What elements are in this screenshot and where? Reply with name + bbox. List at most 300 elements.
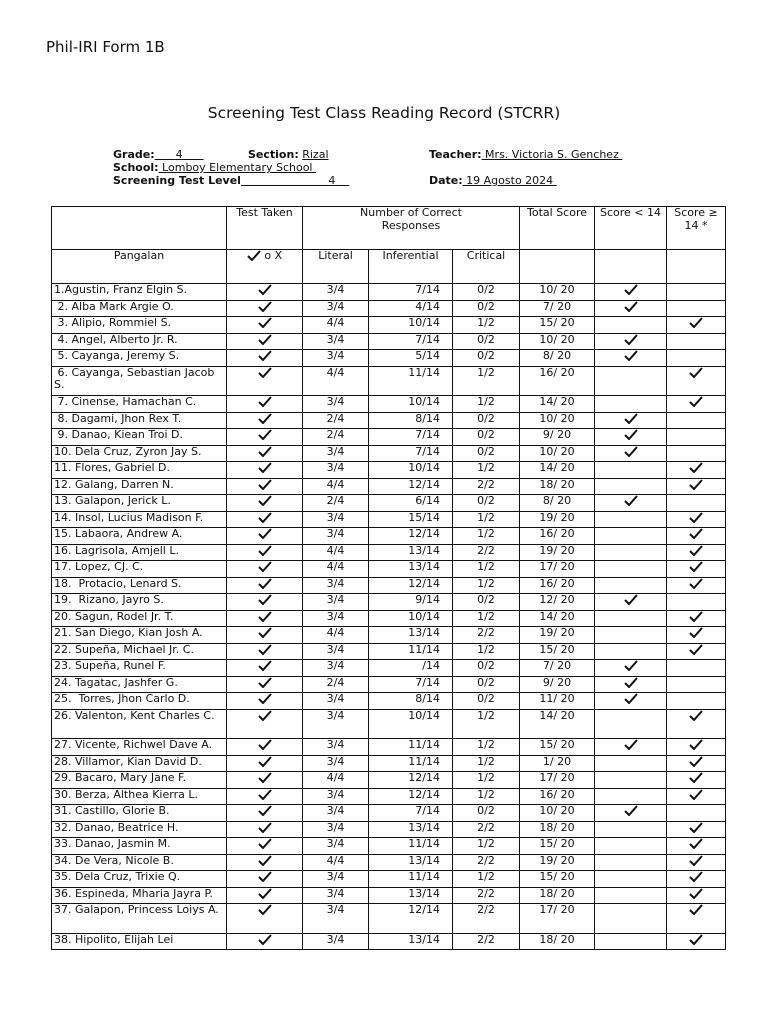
check-mark-icon [258, 462, 272, 473]
score-lt-14-cell [595, 693, 667, 710]
inferential-score: 11/14 [369, 366, 453, 396]
test-taken-cell [227, 511, 303, 528]
inferential-score: 8/14 [369, 412, 453, 429]
check-mark-icon [258, 710, 272, 721]
check-mark-icon [689, 822, 703, 833]
total-score: 12/ 20 [520, 594, 595, 611]
check-mark-icon [258, 413, 272, 424]
student-name: 10. Dela Cruz, Zyron Jay S. [52, 445, 227, 462]
table-row [52, 838, 726, 855]
score-lt-14-cell [595, 594, 667, 611]
table-row [52, 284, 726, 301]
score-ge-14-cell [667, 772, 726, 789]
total-score: 16/ 20 [520, 528, 595, 545]
student-name: 18. Protacio, Lenard S. [52, 577, 227, 594]
table-row [52, 495, 726, 512]
test-taken-cell [227, 693, 303, 710]
score-ge-14-cell [667, 396, 726, 413]
inferential-score: 7/14 [369, 805, 453, 822]
critical-score: 1/2 [453, 755, 520, 772]
header-correct-responses: Number of Correct Responses [303, 207, 520, 250]
test-taken-cell [227, 643, 303, 660]
score-lt-14-cell [595, 610, 667, 627]
student-name: 15. Labaora, Andrew A. [52, 528, 227, 545]
check-mark-icon [258, 822, 272, 833]
table-row [52, 854, 726, 871]
total-score: 15/ 20 [520, 643, 595, 660]
test-taken-cell [227, 772, 303, 789]
test-taken-cell [227, 821, 303, 838]
check-or-x-label: o X [264, 249, 283, 262]
check-mark-icon [258, 888, 272, 899]
student-name: 36. Espineda, Mharia Jayra P. [52, 887, 227, 904]
test-taken-cell [227, 317, 303, 334]
critical-score: 0/2 [453, 693, 520, 710]
critical-score: 0/2 [453, 350, 520, 367]
score-ge-14-cell [667, 478, 726, 495]
student-name: 38. Hipolito, Elijah Lei [52, 933, 227, 950]
total-score: 11/ 20 [520, 693, 595, 710]
table-row [52, 676, 726, 693]
total-score: 7/ 20 [520, 300, 595, 317]
critical-score: 1/2 [453, 366, 520, 396]
student-name: 24. Tagatac, Jashfer G. [52, 676, 227, 693]
total-score: 17/ 20 [520, 772, 595, 789]
check-mark-icon [258, 396, 272, 407]
date-value: 19 Agosto 2024 [462, 174, 557, 187]
table-row [52, 709, 726, 739]
score-lt-14-cell [595, 561, 667, 578]
test-taken-cell [227, 854, 303, 871]
student-name: 17. Lopez, CJ. C. [52, 561, 227, 578]
score-ge-14-cell [667, 739, 726, 756]
inferential-score: 11/14 [369, 643, 453, 660]
check-mark-icon [624, 350, 638, 361]
score-lt-14-cell [595, 805, 667, 822]
test-taken-cell [227, 933, 303, 950]
literal-score: 4/4 [303, 317, 369, 334]
inferential-score: 10/14 [369, 610, 453, 627]
student-name: 11. Flores, Gabriel D. [52, 462, 227, 479]
total-score: 10/ 20 [520, 284, 595, 301]
test-taken-cell [227, 429, 303, 446]
literal-score: 3/4 [303, 284, 369, 301]
school-value: Lomboy Elementary School [158, 161, 316, 174]
student-name: 16. Lagrisola, Amjell L. [52, 544, 227, 561]
score-lt-14-cell [595, 462, 667, 479]
check-mark-icon [689, 611, 703, 622]
check-mark-icon [624, 805, 638, 816]
table-row [52, 904, 726, 934]
header-blank [52, 207, 227, 250]
check-mark-icon [624, 446, 638, 457]
literal-score: 3/4 [303, 838, 369, 855]
inferential-score: 10/14 [369, 709, 453, 739]
check-mark-icon [258, 611, 272, 622]
total-score: 8/ 20 [520, 495, 595, 512]
critical-score: 0/2 [453, 445, 520, 462]
score-lt-14-cell [595, 511, 667, 528]
inferential-score: /14 [369, 660, 453, 677]
critical-score: 1/2 [453, 462, 520, 479]
critical-score: 0/2 [453, 676, 520, 693]
total-score: 19/ 20 [520, 627, 595, 644]
total-score: 8/ 20 [520, 350, 595, 367]
total-score: 14/ 20 [520, 709, 595, 739]
test-taken-cell [227, 544, 303, 561]
literal-score: 2/4 [303, 495, 369, 512]
check-mark-icon [689, 888, 703, 899]
literal-score: 3/4 [303, 709, 369, 739]
literal-score: 3/4 [303, 904, 369, 934]
critical-score: 2/2 [453, 933, 520, 950]
test-taken-cell [227, 478, 303, 495]
literal-score: 3/4 [303, 396, 369, 413]
literal-score: 3/4 [303, 821, 369, 838]
student-name: 20. Sagun, Rodel Jr. T. [52, 610, 227, 627]
section-value: Rizal [302, 148, 329, 161]
test-taken-cell [227, 709, 303, 739]
score-ge-14-cell [667, 412, 726, 429]
score-ge-14-cell [667, 933, 726, 950]
inferential-score: 13/14 [369, 561, 453, 578]
test-taken-cell [227, 561, 303, 578]
inferential-score: 7/14 [369, 676, 453, 693]
table-row [52, 396, 726, 413]
total-score: 14/ 20 [520, 396, 595, 413]
reading-record-table [51, 206, 726, 950]
inferential-score: 7/14 [369, 333, 453, 350]
score-lt-14-cell [595, 300, 667, 317]
inferential-score: 12/14 [369, 528, 453, 545]
test-taken-cell [227, 462, 303, 479]
literal-score: 3/4 [303, 933, 369, 950]
score-ge-14-cell [667, 788, 726, 805]
total-score: 15/ 20 [520, 317, 595, 334]
literal-score: 3/4 [303, 350, 369, 367]
test-taken-cell [227, 887, 303, 904]
critical-score: 0/2 [453, 660, 520, 677]
inferential-score: 10/14 [369, 396, 453, 413]
score-ge-14-cell [667, 821, 726, 838]
inferential-score: 13/14 [369, 933, 453, 950]
score-lt-14-cell [595, 871, 667, 888]
score-lt-14-cell [595, 333, 667, 350]
check-mark-icon [624, 284, 638, 295]
check-mark-icon [258, 660, 272, 671]
check-mark-icon [258, 495, 272, 506]
critical-score: 2/2 [453, 627, 520, 644]
score-ge-14-cell [667, 495, 726, 512]
check-mark-icon [689, 317, 703, 328]
test-taken-cell [227, 412, 303, 429]
table-row [52, 462, 726, 479]
total-score: 15/ 20 [520, 838, 595, 855]
total-score: 10/ 20 [520, 412, 595, 429]
table-row [52, 478, 726, 495]
check-mark-icon [689, 462, 703, 473]
school-field [113, 161, 316, 174]
literal-score: 2/4 [303, 676, 369, 693]
score-lt-14-cell [595, 627, 667, 644]
inferential-score: 11/14 [369, 739, 453, 756]
check-mark-icon [624, 693, 638, 704]
student-name: 30. Berza, Althea Kierra L. [52, 788, 227, 805]
check-mark-icon [258, 512, 272, 523]
score-lt-14-cell [595, 429, 667, 446]
score-ge-14-cell [667, 871, 726, 888]
test-taken-cell [227, 495, 303, 512]
inferential-score: 13/14 [369, 821, 453, 838]
score-ge-14-cell [667, 366, 726, 396]
inferential-score: 10/14 [369, 462, 453, 479]
inferential-score: 13/14 [369, 887, 453, 904]
critical-score: 1/2 [453, 561, 520, 578]
score-ge-14-cell [667, 300, 726, 317]
level-value: 4 [328, 174, 336, 187]
critical-score: 1/2 [453, 396, 520, 413]
total-score: 19/ 20 [520, 854, 595, 871]
test-taken-cell [227, 627, 303, 644]
literal-score: 3/4 [303, 333, 369, 350]
test-taken-cell [227, 284, 303, 301]
test-taken-cell [227, 350, 303, 367]
inferential-score: 7/14 [369, 445, 453, 462]
inferential-score: 4/14 [369, 300, 453, 317]
score-ge-14-cell [667, 693, 726, 710]
table-row [52, 544, 726, 561]
inferential-score: 7/14 [369, 284, 453, 301]
total-score: 19/ 20 [520, 544, 595, 561]
student-name: 32. Danao, Beatrice H. [52, 821, 227, 838]
check-mark-icon [689, 396, 703, 407]
student-name: 12. Galang, Darren N. [52, 478, 227, 495]
check-mark-icon [689, 627, 703, 638]
score-ge-14-cell [667, 561, 726, 578]
student-name: 7. Cinense, Hamachan C. [52, 396, 227, 413]
literal-score: 3/4 [303, 805, 369, 822]
score-lt-14-cell [595, 755, 667, 772]
inferential-score: 12/14 [369, 577, 453, 594]
test-taken-cell [227, 577, 303, 594]
literal-score: 3/4 [303, 739, 369, 756]
literal-score: 3/4 [303, 528, 369, 545]
check-mark-icon [258, 367, 272, 378]
inferential-score: 12/14 [369, 478, 453, 495]
literal-score: 3/4 [303, 511, 369, 528]
table-row [52, 772, 726, 789]
literal-score: 3/4 [303, 693, 369, 710]
score-lt-14-cell [595, 838, 667, 855]
table-row [52, 300, 726, 317]
inferential-score: 6/14 [369, 495, 453, 512]
table-row [52, 821, 726, 838]
level-field [113, 174, 349, 187]
score-lt-14-cell [595, 788, 667, 805]
score-lt-14-cell [595, 445, 667, 462]
critical-score: 0/2 [453, 495, 520, 512]
student-name: 34. De Vera, Nicole B. [52, 854, 227, 871]
header-blank-total [520, 250, 595, 284]
test-taken-cell [227, 445, 303, 462]
check-mark-icon [258, 317, 272, 328]
student-name: 3. Alipio, Rommiel S. [52, 317, 227, 334]
critical-score: 1/2 [453, 610, 520, 627]
score-lt-14-cell [595, 933, 667, 950]
score-lt-14-cell [595, 709, 667, 739]
score-ge-14-cell [667, 709, 726, 739]
score-ge-14-cell [667, 755, 726, 772]
check-mark-icon [258, 789, 272, 800]
test-taken-cell [227, 904, 303, 934]
total-score: 9/ 20 [520, 429, 595, 446]
test-taken-cell [227, 594, 303, 611]
score-lt-14-cell [595, 412, 667, 429]
score-lt-14-cell [595, 739, 667, 756]
check-mark-icon [624, 429, 638, 440]
student-name: 8. Dagami, Jhon Rex T. [52, 412, 227, 429]
test-taken-cell [227, 528, 303, 545]
test-taken-cell [227, 396, 303, 413]
header-pangalan: Pangalan [52, 250, 227, 284]
critical-score: 2/2 [453, 544, 520, 561]
header-blank-ge [667, 250, 726, 284]
check-mark-icon [258, 350, 272, 361]
critical-score: 1/2 [453, 788, 520, 805]
table-row [52, 739, 726, 756]
score-lt-14-cell [595, 660, 667, 677]
check-mark-icon [689, 545, 703, 556]
total-score: 1/ 20 [520, 755, 595, 772]
student-name: 4. Angel, Alberto Jr. R. [52, 333, 227, 350]
check-mark-icon [689, 739, 703, 750]
check-mark-icon [624, 594, 638, 605]
header-score-lt-14: Score < 14 [595, 207, 667, 250]
literal-score: 4/4 [303, 561, 369, 578]
table-row [52, 871, 726, 888]
check-mark-icon [689, 871, 703, 882]
grade-label: Grade: [113, 148, 155, 161]
inferential-score: 12/14 [369, 788, 453, 805]
student-name: 31. Castillo, Glorie B. [52, 805, 227, 822]
table-row [52, 755, 726, 772]
table-row [52, 887, 726, 904]
total-score: 16/ 20 [520, 366, 595, 396]
critical-score: 0/2 [453, 429, 520, 446]
total-score: 16/ 20 [520, 788, 595, 805]
check-mark-icon [689, 904, 703, 915]
check-mark-icon [624, 660, 638, 671]
score-lt-14-cell [595, 284, 667, 301]
check-mark-icon [689, 789, 703, 800]
check-mark-icon [258, 545, 272, 556]
critical-score: 0/2 [453, 284, 520, 301]
test-taken-cell [227, 676, 303, 693]
literal-score: 4/4 [303, 627, 369, 644]
check-mark-icon [689, 479, 703, 490]
inferential-score: 10/14 [369, 317, 453, 334]
student-name: 33. Danao, Jasmin M. [52, 838, 227, 855]
score-lt-14-cell [595, 544, 667, 561]
check-mark-icon [689, 710, 703, 721]
header-inferential: Inferential [369, 250, 453, 284]
score-ge-14-cell [667, 511, 726, 528]
literal-score: 3/4 [303, 887, 369, 904]
literal-score: 3/4 [303, 462, 369, 479]
table-row [52, 577, 726, 594]
score-ge-14-cell [667, 544, 726, 561]
check-mark-icon [258, 528, 272, 539]
check-mark-icon [258, 677, 272, 688]
score-ge-14-cell [667, 445, 726, 462]
literal-score: 3/4 [303, 577, 369, 594]
table-row [52, 788, 726, 805]
score-ge-14-cell [667, 660, 726, 677]
critical-score: 2/2 [453, 887, 520, 904]
table-row [52, 317, 726, 334]
total-score: 16/ 20 [520, 577, 595, 594]
check-mark-icon [258, 334, 272, 345]
critical-score: 2/2 [453, 854, 520, 871]
literal-score: 4/4 [303, 772, 369, 789]
student-name: 23. Supeña, Runel F. [52, 660, 227, 677]
critical-score: 1/2 [453, 739, 520, 756]
check-mark-icon [258, 772, 272, 783]
score-lt-14-cell [595, 854, 667, 871]
table-row [52, 660, 726, 677]
score-lt-14-cell [595, 577, 667, 594]
test-taken-cell [227, 300, 303, 317]
test-taken-cell [227, 333, 303, 350]
table-row [52, 333, 726, 350]
critical-score: 2/2 [453, 904, 520, 934]
check-mark-icon [258, 429, 272, 440]
student-name: 6. Cayanga, Sebastian Jacob S. [52, 366, 227, 396]
critical-score: 0/2 [453, 300, 520, 317]
inferential-score: 13/14 [369, 854, 453, 871]
score-lt-14-cell [595, 528, 667, 545]
total-score: 10/ 20 [520, 333, 595, 350]
critical-score: 1/2 [453, 528, 520, 545]
critical-score: 0/2 [453, 412, 520, 429]
check-mark-icon [689, 838, 703, 849]
total-score: 15/ 20 [520, 871, 595, 888]
literal-score: 3/4 [303, 871, 369, 888]
total-score: 18/ 20 [520, 821, 595, 838]
score-ge-14-cell [667, 594, 726, 611]
check-mark-icon [689, 644, 703, 655]
literal-score: 4/4 [303, 478, 369, 495]
test-taken-cell [227, 739, 303, 756]
table-row [52, 511, 726, 528]
score-lt-14-cell [595, 772, 667, 789]
total-score: 10/ 20 [520, 805, 595, 822]
student-name: 14. Insol, Lucius Madison F. [52, 511, 227, 528]
inferential-score: 13/14 [369, 544, 453, 561]
critical-score: 1/2 [453, 577, 520, 594]
literal-score: 3/4 [303, 788, 369, 805]
student-name: 1.Agustin, Franz Elgin S. [52, 284, 227, 301]
total-score: 17/ 20 [520, 561, 595, 578]
check-mark-icon [689, 367, 703, 378]
check-mark-icon [689, 561, 703, 572]
check-mark-icon [258, 838, 272, 849]
total-score: 19/ 20 [520, 511, 595, 528]
check-mark-icon [258, 644, 272, 655]
table-row [52, 445, 726, 462]
literal-score: 3/4 [303, 594, 369, 611]
table-row [52, 805, 726, 822]
